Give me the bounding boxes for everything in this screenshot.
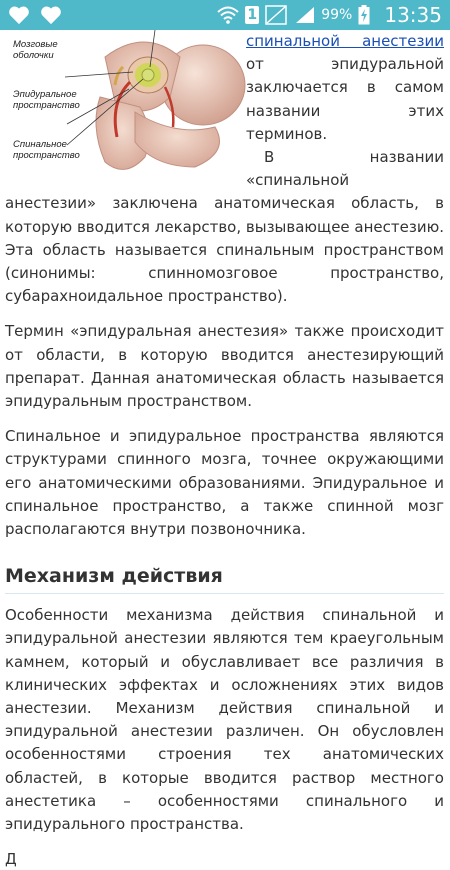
no-signal-icon <box>265 5 289 25</box>
wifi-icon <box>217 6 239 24</box>
paragraph-next: Д <box>5 850 17 869</box>
clock: 13:35 <box>384 3 442 27</box>
status-bar <box>0 0 450 30</box>
paragraph-spinal-name: В названии «спинальной анестезии» заключена анатомическая область, в которую вводится лекарство, вызывающее анестезию. Эта область называется спинальным пространством (синонимы: спинномозговое пространство, субарахноидальное пространство). <box>5 148 444 306</box>
spine-illustration <box>5 27 240 179</box>
label-epidural-space: Эпидуральное пространство <box>13 89 80 111</box>
label-spinal-space: Спинальное пространство <box>13 139 80 161</box>
battery-charging-icon <box>358 5 370 25</box>
label-meninges: Мозговые оболочки <box>13 39 58 61</box>
battery-percent: 99% <box>321 7 353 23</box>
article-content <box>0 30 450 869</box>
section-heading-mechanism: Механизм действия <box>5 553 444 594</box>
signal-icon <box>295 6 315 24</box>
paragraph-epidural-name: Термин «эпидуральная анестезия» также происходит от области, в которую вводится анестезирующий препарат. Данная анатомическая область называется эпидуральным пространством. <box>5 322 444 411</box>
sim-indicator: 1 <box>245 6 259 24</box>
heart-icon <box>8 5 30 25</box>
intro-text: от эпидуральной заключается в самом названии этих терминов. <box>246 55 444 143</box>
heart-icon <box>40 5 62 25</box>
paragraph-mechanism: Особенности механизма действия спинальной и эпидуральной анестезии являются тем краеугольным камнем, который и обуславливает все различия в клинических эффектах и осложнениях этих видов анестезии. Механизм действия спинальной и эпидуральной анестезии различен. Он обусловлен особенностями строения тех анатомических областей, в которые вводится раствор местного анестетика – особенностями спинального и эпидурального пространства. <box>5 606 444 834</box>
spinal-anesthesia-link[interactable]: спинальной анестезии <box>246 32 444 50</box>
paragraph-spaces: Спинальное и эпидуральное пространства являются структурами спинного мозга, точнее окружающими его анатомическими образованиями. Эпидуральное и спинальное пространство, а также спинной мозг располагаются внутри позвоночника. <box>5 427 444 539</box>
